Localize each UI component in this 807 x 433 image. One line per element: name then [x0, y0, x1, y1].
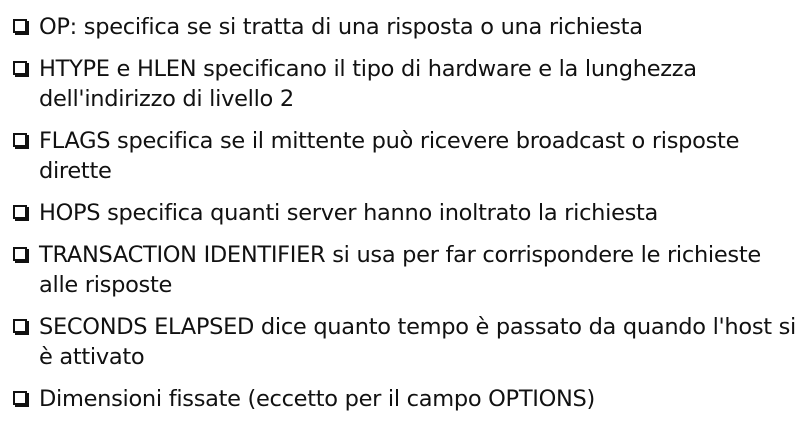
list-item-text: OP: specifica se si tratta di una risposta o una richiesta: [39, 14, 643, 40]
list-item-text: FLAGS specifica se il mittente può ricevere broadcast o risposte dirette: [39, 128, 740, 184]
list-item-htype-hlen: [12, 54, 797, 114]
list-item-flags: [12, 126, 797, 186]
checkbox-square-icon: [13, 133, 27, 147]
checkbox-square-icon: [13, 319, 27, 333]
list-item-text: TRANSACTION IDENTIFIER si usa per far corrispondere le richieste alle risposte: [39, 242, 761, 298]
list-item-text: HTYPE e HLEN specificano il tipo di hardware e la lunghezza dell'indirizzo di livello 2: [39, 56, 697, 112]
list-item-text: HOPS specifica quanti server hanno inoltrato la richiesta: [39, 200, 659, 226]
list-item-text: SECONDS ELAPSED dice quanto tempo è passato da quando l'host si è attivato: [39, 314, 797, 370]
checkbox-square-icon: [13, 61, 27, 75]
checkbox-square-icon: [13, 247, 27, 261]
list-item-hops: [12, 198, 797, 228]
list-item-transaction-identifier: [12, 240, 797, 300]
bullet-list: [12, 12, 797, 414]
list-item-op: [12, 12, 797, 42]
list-item-seconds-elapsed: [12, 312, 797, 372]
list-item-text: Dimensioni fissate (eccetto per il campo OPTIONS): [39, 386, 596, 412]
checkbox-square-icon: [13, 19, 27, 33]
list-item-dimensions: [12, 384, 797, 414]
checkbox-square-icon: [13, 205, 27, 219]
checkbox-square-icon: [13, 391, 27, 405]
